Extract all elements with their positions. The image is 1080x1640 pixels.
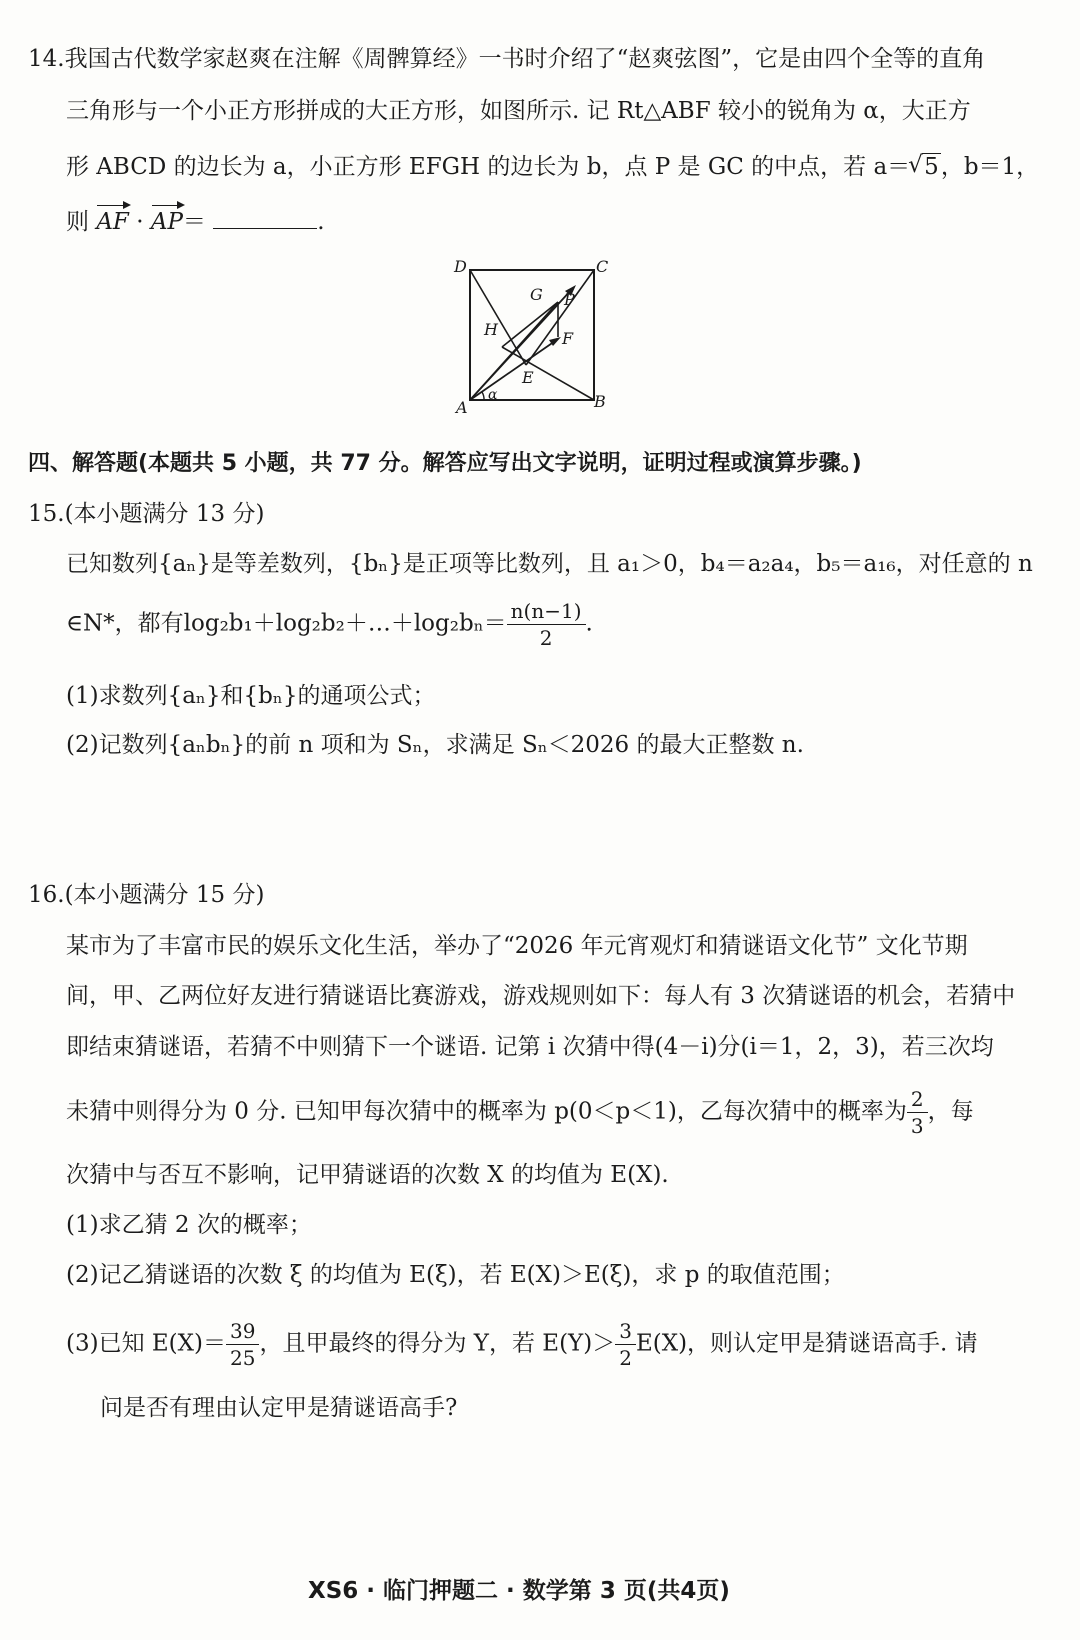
q16-part-2: (2)记乙猜谜语的次数 ξ 的均值为 E(ξ)，若 E(X)＞E(ξ)，求 p 的取值范围； <box>66 1262 845 1288</box>
label-h: H <box>484 320 498 339</box>
dot-product: · <box>128 209 151 235</box>
q14-text-3b: ，b＝1， <box>940 154 1040 180</box>
label-g: G <box>530 285 543 304</box>
label-d: D <box>454 257 467 276</box>
q15-part-2: (2)记数列{aₙbₙ}的前 n 项和为 Sₙ，求满足 Sₙ＜2026 的最大正整数 n. <box>66 732 804 758</box>
q16-part-3 <box>66 1320 978 1369</box>
q15-period: . <box>585 610 593 637</box>
q15-line-2 <box>66 600 593 649</box>
q16-frac2-num: 39 <box>226 1320 259 1345</box>
label-c: C <box>596 257 609 276</box>
angle-alpha-arc <box>482 392 484 400</box>
q16-text-4a: 未猜中则得分为 0 分. 已知甲每次猜中的概率为 p(0＜p＜1)，乙每次猜中的概率为 <box>66 1098 907 1125</box>
line-b-h <box>502 347 594 400</box>
q15-fraction <box>507 600 586 649</box>
q16-part-3-cont: 问是否有理由认定甲是猜谜语高手? <box>100 1395 458 1421</box>
equals-sign: ＝ <box>182 209 206 235</box>
q14-line-3 <box>66 156 1039 179</box>
q16-header: 16.(本小题满分 15 分) <box>28 882 265 908</box>
q15-header: 15.(本小题满分 13 分) <box>28 501 265 527</box>
q16-frac3-num: 3 <box>615 1320 636 1345</box>
vector-ap: AP <box>150 209 183 235</box>
q16-fraction-3-2 <box>615 1320 636 1369</box>
vector-af: AF <box>96 209 129 235</box>
q16-text-3a: (3)已知 E(X)＝ <box>66 1330 227 1357</box>
q16-text-3c: E(X)，则认定甲是猜谜语高手. 请 <box>635 1330 978 1357</box>
label-p: P <box>564 290 575 309</box>
q16-line-3: 即结束猜谜语，若猜不中则猜下一个谜语. 记第 i 次猜中得(4－i)分(i＝1，2，3)，若三次均 <box>66 1034 994 1060</box>
answer-blank[interactable] <box>213 208 317 229</box>
q14-line-1 <box>28 48 985 71</box>
q14-text-3a: 形 ABCD 的边长为 a，小正方形 EFGH 的边长为 b，点 P 是 GC 的中点，若 a＝ <box>66 154 911 180</box>
q14-text-1: 我国古代数学家赵爽在注解《周髀算经》一书时介绍了“赵爽弦图”，它是由四个全等的直角 <box>64 46 986 72</box>
q15-numerator: n(n−1) <box>507 600 586 625</box>
q16-line-5: 次猜中与否互不影响，记甲猜谜语的次数 X 的均值为 E(X). <box>66 1162 669 1188</box>
q14-text-4a: 则 <box>66 209 97 235</box>
sqrt-value: 5 <box>924 154 939 180</box>
q16-line-1: 某市为了丰富市民的娱乐文化生活，举办了“2026 年元宵观灯和猜谜语文化节” 文化节期 <box>66 933 968 959</box>
label-alpha: α <box>488 387 498 403</box>
label-a: A <box>456 398 468 417</box>
label-e: E <box>522 368 534 387</box>
q16-frac-num: 2 <box>907 1088 928 1113</box>
sqrt-five <box>910 156 941 179</box>
q16-frac2-den: 25 <box>230 1346 256 1370</box>
q16-frac-den: 3 <box>910 1114 924 1138</box>
section-heading: 四、解答题(本题共 5 小题，共 77 分。解答应写出文字说明，证明过程或演算步骤。) <box>28 451 862 476</box>
q16-line-2: 间，甲、乙两位好友进行猜谜语比赛游戏，游戏规则如下：每人有 3 次猜谜语的机会，若猜中 <box>66 983 1016 1009</box>
q14-number: 14. <box>28 46 65 72</box>
label-b: B <box>594 392 606 411</box>
q16-line-4 <box>66 1088 974 1137</box>
q16-fraction-two-thirds <box>907 1088 928 1137</box>
page-footer: XS6 · 临门押题二 · 数学第 3 页(共4页) <box>308 1578 730 1604</box>
q16-text-3b: ，且甲最终的得分为 Y，若 E(Y)＞ <box>259 1330 616 1357</box>
zhao-shuang-diagram <box>440 255 640 425</box>
q14-line-2: 三角形与一个小正方形拼成的大正方形，如图所示. 记 Rt△ABF 较小的锐角为 α，大正方 <box>66 98 971 124</box>
q15-line-1: 已知数列{aₙ}是等差数列，{bₙ}是正项等比数列，且 a₁＞0，b₄＝a₂a₄，b₅＝a₁₆，对任意的 n <box>66 551 1033 577</box>
q15-text-2a: ∈N*，都有log₂b₁＋log₂b₂＋…＋log₂bₙ＝ <box>66 610 507 637</box>
q16-fraction-39-25 <box>226 1320 259 1369</box>
label-f: F <box>562 329 574 348</box>
vector-af-line <box>470 339 558 400</box>
q15-part-1: (1)求数列{aₙ}和{bₙ}的通项公式； <box>66 683 436 709</box>
line-d-f <box>470 270 526 365</box>
q16-frac3-den: 2 <box>619 1346 632 1370</box>
q16-text-4b: ，每 <box>927 1098 974 1125</box>
q14-line-4 <box>66 208 325 234</box>
q15-denominator: 2 <box>539 626 553 650</box>
q16-part-1: (1)求乙猜 2 次的概率； <box>66 1212 312 1238</box>
q14-period: . <box>317 209 325 235</box>
